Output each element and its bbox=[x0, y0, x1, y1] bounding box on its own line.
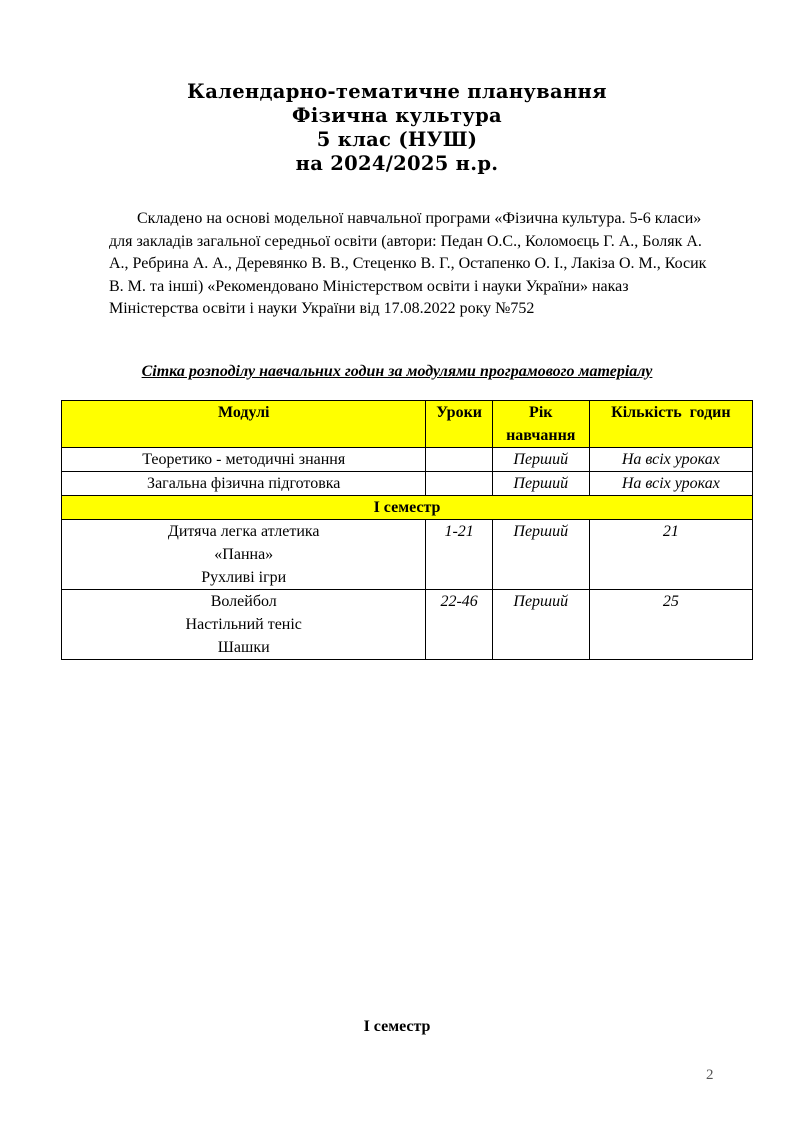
header-lessons: Уроки bbox=[426, 401, 492, 448]
cell-hours: На всіх уроках bbox=[589, 472, 752, 496]
header-year-line2: навчання bbox=[506, 427, 576, 444]
cell-hours: 21 bbox=[589, 520, 752, 590]
cell-year: Перший bbox=[492, 590, 589, 660]
cell-year: Перший bbox=[492, 520, 589, 590]
cell-lessons: 22-46 bbox=[426, 590, 492, 660]
cell-hours: На всіх уроках bbox=[589, 448, 752, 472]
cell-module: Теоретико - методичні знання bbox=[62, 448, 426, 472]
module-line: Шашки bbox=[217, 639, 270, 656]
page-number: 2 bbox=[706, 1067, 714, 1083]
cell-module: Загальна фізична підготовка bbox=[62, 472, 426, 496]
module-line: Дитяча легка атлетика bbox=[167, 523, 320, 540]
cell-module bbox=[62, 590, 426, 660]
cell-lessons: 1-21 bbox=[426, 520, 492, 590]
modules-table bbox=[61, 400, 753, 660]
semester-row bbox=[62, 496, 753, 520]
table-row bbox=[62, 590, 753, 660]
semester-heading: І семестр bbox=[363, 1018, 431, 1035]
module-line: «Панна» bbox=[214, 546, 274, 563]
cell-lessons bbox=[426, 448, 492, 472]
cell-hours: 25 bbox=[589, 590, 752, 660]
table-header-row bbox=[62, 401, 753, 448]
cell-year: Перший bbox=[492, 448, 589, 472]
header-year-line1: Рік bbox=[529, 404, 553, 421]
module-line: Рухливі ігри bbox=[201, 569, 287, 586]
grid-caption: Сітка розподілу навчальних годин за модулями програмового матеріалу bbox=[141, 363, 653, 380]
document-title bbox=[0, 80, 794, 176]
module-line: Настільний теніс bbox=[185, 616, 302, 633]
header-module: Модулі bbox=[62, 401, 426, 448]
table-row bbox=[62, 472, 753, 496]
title-line-1: Календарно-тематичне планування bbox=[187, 80, 607, 103]
table-row bbox=[62, 520, 753, 590]
semester-label: І семестр bbox=[62, 496, 753, 520]
table-row bbox=[62, 448, 753, 472]
title-line-4: на 2024/2025 н.р. bbox=[295, 152, 499, 175]
cell-module bbox=[62, 520, 426, 590]
header-hours: Кількість годин bbox=[589, 401, 752, 448]
cell-year: Перший bbox=[492, 472, 589, 496]
cell-lessons bbox=[426, 472, 492, 496]
title-line-3: 5 клас (НУШ) bbox=[316, 128, 478, 151]
intro-paragraph: Складено на основі модельної навчальної програми «Фізична культура. 5-6 класи» для закладів загальної середньої освіти (автори: Педан О.С., Коломоєць Г. А., Боляк А. А., Ребрина А. А., Деревянко В. В., Стеценко В. Г., Остапенко О. І., Лакіза О. М., Косик В. М. та інші) «Рекомендовано Міністерством освіти і науки України» наказ Міністерства освіти і науки України від 17.08.2022 року №752 bbox=[109, 210, 707, 317]
header-year bbox=[492, 401, 589, 448]
title-line-2: Фізична культура bbox=[292, 104, 502, 127]
module-line: Волейбол bbox=[210, 593, 277, 610]
